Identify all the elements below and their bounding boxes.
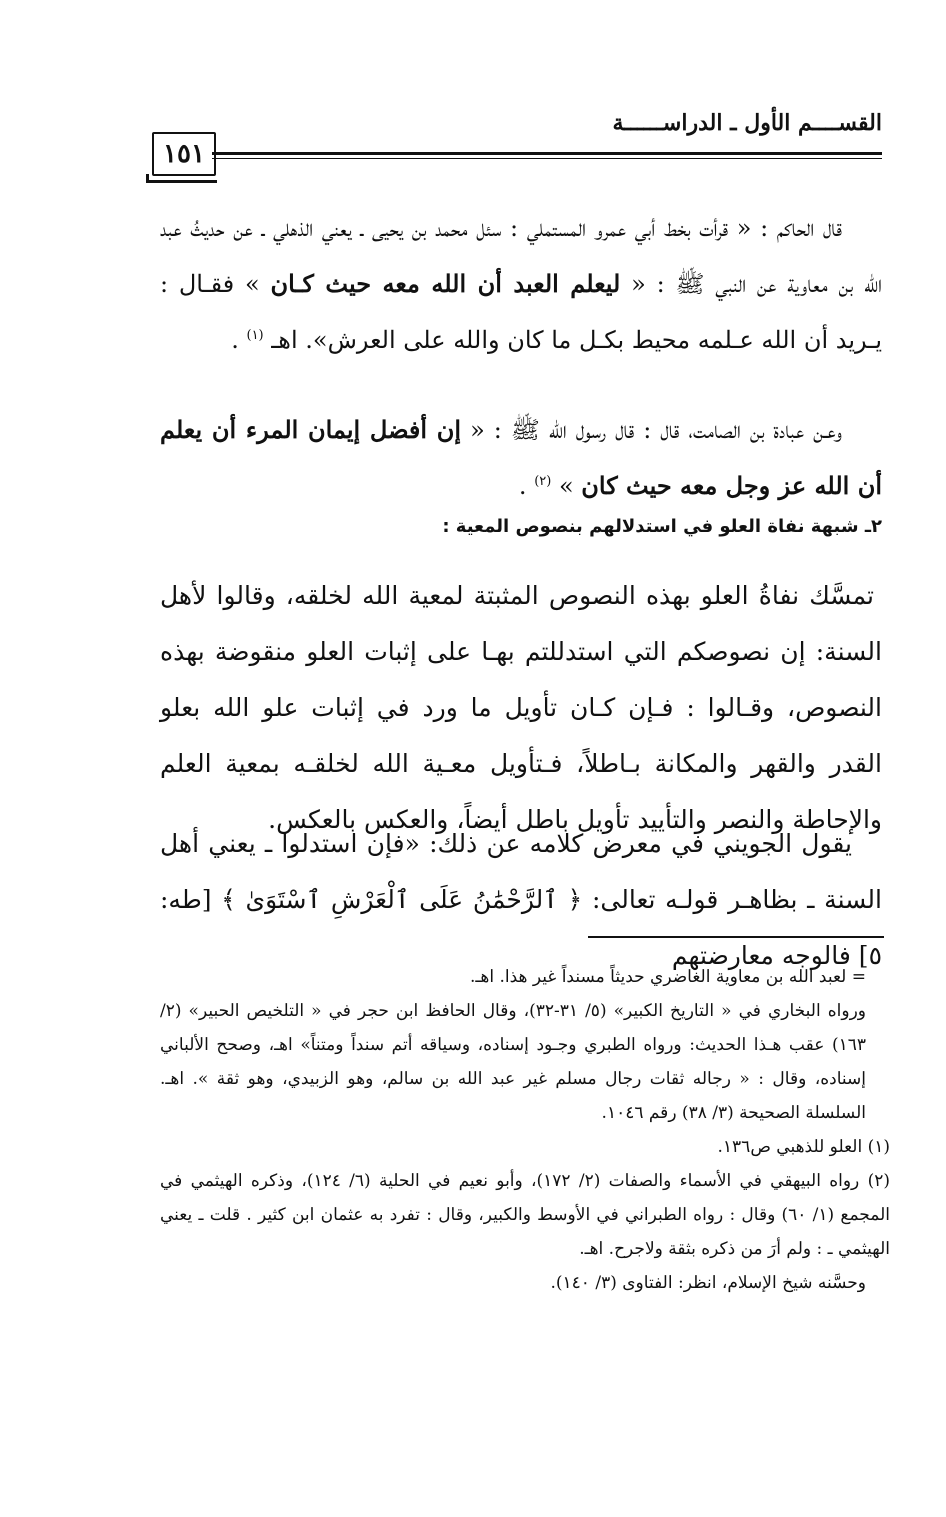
- paragraph-end: .: [518, 472, 527, 500]
- paragraph-end: .: [231, 326, 239, 354]
- footnote-continued-text: ورواه البخاري في « التاريخ الكبير» (٥/ ٣١-٣٢)، وقال الحافظ ابن حجر في « التلخيص الحبير» (٢/ ١٦٣) عقب هـذا الحديث: ورواه الطبري وجـود إسناده، وسياقه أتم سنداً ومتناً» اهـ، وصحح الألباني إسناده، وقال : « رجاله ثقات رجال مسلم غير عبد الله بن سالم، وهو الزبيدي، وهو ثقة ». اهـ. السلسلة الصحيحة (٣/ ٣٨) رقم ١٠٤٦.: [160, 1001, 866, 1123]
- paragraph-text: يقول الجويني في معرض كلامه عن ذلك: «فإن استدلوا ـ يعني أهل السنة ـ بظاهـر قولـه تعالى: ﴿ ٱلرَّحْمَٰنُ عَلَى ٱلْعَرْشِ ٱسْتَوَىٰ ﴾ [طه: ٥] فالوجه معارضتهم: [160, 829, 882, 970]
- footnotes: [160, 960, 890, 1300]
- hadith-text-bold: ليعلم العبد أن الله معه حيث كـان: [270, 269, 621, 298]
- paragraph-text-cont: »: [558, 472, 574, 500]
- footnote-ref-2: (٢): [534, 474, 552, 489]
- paragraph-text-cont: » فقـال : يـريد أن الله عـلمه محيط بكـل ما كان والله على العرش». اهـ: [160, 270, 882, 354]
- paragraph-juwayni-quote: [160, 816, 882, 984]
- paragraph-text: تمسَّك نفاةُ العلو بهذه النصوص المثبتة لمعية الله لخلقه، وقالوا لأهل السنة: إن نصوصكم التي استدللتم بهـا على إثبات العلو منقوضة بهذه النصوص، وقـالوا : فـإن كـان تأويل ما ورد في إثبات علو الله بعلو القدر والقهر والمكانة بـاطلاً، فـتأويل معـية الله لخلقـه بمعية العلم والإحاطة والنصر والتأييد تأويل باطل أيضاً، والعكس بالعكس.: [160, 581, 882, 834]
- running-header-title: القســــم الأول ـ الدراســــــة: [612, 110, 882, 136]
- section-subheading: ٢ـ شبهة نفاة العلو في استدلالهم بنصوص المعية :: [442, 516, 882, 537]
- footnote-ref-1: (١): [246, 328, 264, 343]
- footnote-2: (٢) رواه البيهقي في الأسماء والصفات (٢/ ١٧٢)، وأبو نعيم في الحلية (٦/ ١٢٤)، وذكره الهيثمي في المجمع (١/ ٦٠) وقال : رواه الطبراني في الأوسط والكبير، وقال : تفرد به عثمان ابن كثير . قلت ـ يعني الهيثمي ـ : ولم أرَ من ذكره بثقة ولاجرح. اهـ.: [160, 1171, 890, 1259]
- paragraph-ubadah-hadith: [160, 402, 882, 514]
- hadith-text-bold: إن أفضل إيمان المرء أن يعلم أن الله عز وجل معه حيث كان: [160, 415, 882, 500]
- header-rule: [212, 152, 882, 159]
- footnote-1: (١) العلو للذهبي ص١٣٦.: [717, 1137, 890, 1157]
- paragraph-hakim-quote: [160, 200, 882, 368]
- paragraph-text: قال الحاكم : « قرأت بخط أبي عمرو المستملي : سئل محمد بن يحيى ـ يعني الذهلي ـ عن حديثُ عبد الله بن معاوية عن النبي ﷺ : «: [160, 214, 882, 298]
- paragraph-text: وعـن عبادة بن الصامت، قال : قال رسول الله ﷺ : «: [470, 416, 842, 444]
- page-number: ١٥١: [152, 132, 216, 176]
- footnote-separator: [588, 936, 884, 938]
- footnote-2-extra: وحسَّنه شيخ الإسلام، انظر: الفتاوى (٣/ ١٤٠).: [550, 1273, 866, 1293]
- footnote-continued-line: = لعبد الله بن معاوية الغاضري حديثاً مسنداً غير هذا. اهـ.: [470, 967, 866, 987]
- paragraph-nufat-argument: [160, 568, 882, 848]
